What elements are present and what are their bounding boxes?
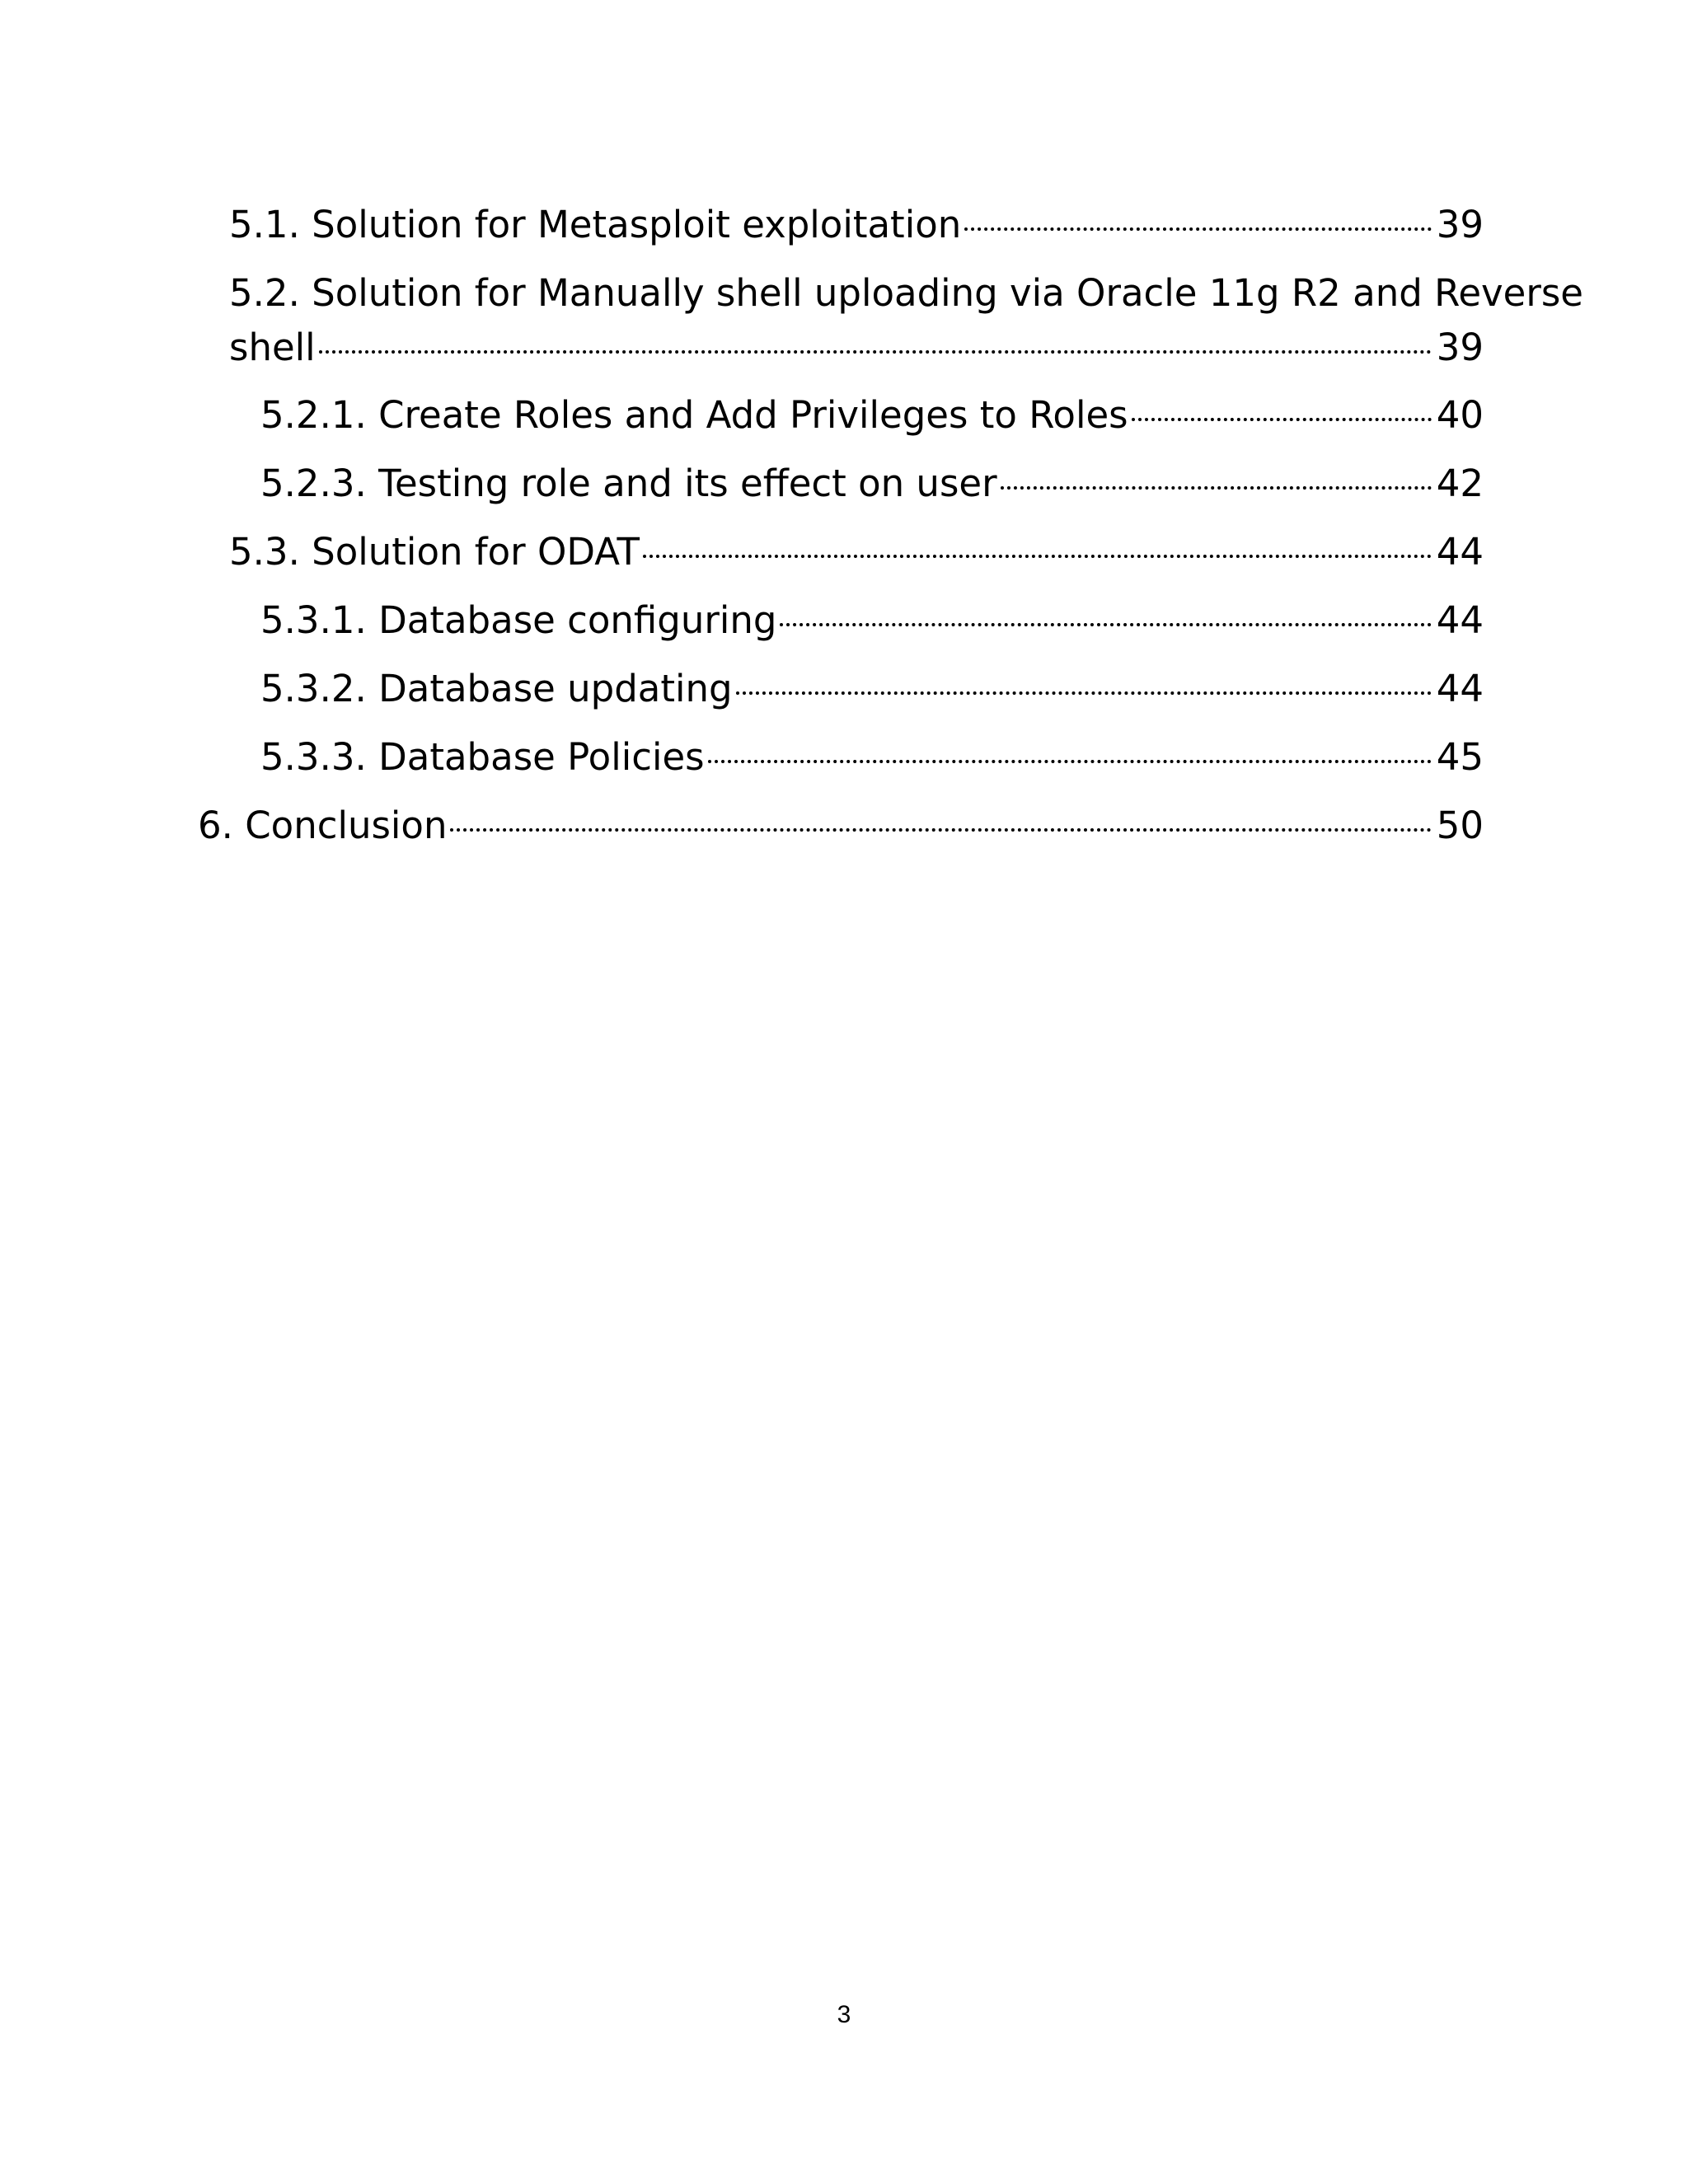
- toc-entry-title: 5.2.1. Create Roles and Add Privileges to Roles: [260, 393, 1128, 437]
- toc-entry-page: 39: [1436, 203, 1484, 246]
- dot-leader: [319, 350, 1432, 354]
- page-number: 3: [837, 2001, 851, 2028]
- toc-entry-5-3-2[interactable]: [260, 662, 1484, 716]
- toc-entry-title: 5.1. Solution for Metasploit exploitation: [229, 203, 962, 246]
- toc-entry-title: 5.2.3. Testing role and its effect on user: [260, 462, 997, 505]
- toc-entry-5-3[interactable]: [229, 525, 1484, 579]
- dot-leader: [780, 623, 1431, 626]
- toc-entry-page: 44: [1436, 530, 1484, 574]
- toc-entry-5-2-1[interactable]: [260, 388, 1484, 443]
- toc-entry-page: 50: [1436, 804, 1484, 847]
- dot-leader: [643, 555, 1432, 558]
- toc-entry-title-line1: 5.2. Solution for Manually shell uploading via Oracle 11g R2 and Reverse: [229, 271, 1583, 315]
- dot-leader: [708, 760, 1432, 763]
- toc-entry-title: 5.3.3. Database Policies: [260, 735, 705, 779]
- toc-entry-page: 45: [1436, 735, 1484, 779]
- dot-leader: [736, 691, 1432, 695]
- dot-leader: [450, 828, 1431, 832]
- toc-entry-5-2-3[interactable]: [260, 457, 1484, 511]
- toc-entry-page: 40: [1436, 393, 1484, 437]
- dot-leader: [1001, 486, 1432, 490]
- toc-entry-5-3-1[interactable]: [260, 593, 1484, 648]
- toc-entry-page: 44: [1436, 667, 1484, 710]
- toc-entry-page: 42: [1436, 462, 1484, 505]
- dot-leader: [964, 227, 1431, 231]
- toc-entry-5-2[interactable]: [229, 266, 1583, 375]
- toc-entry-5-3-3[interactable]: [260, 730, 1484, 785]
- toc-entry-title: 5.3. Solution for ODAT: [229, 530, 640, 574]
- toc-entry-title: 5.3.2. Database updating: [260, 667, 733, 710]
- toc-entry-6[interactable]: [198, 799, 1484, 853]
- toc-entry-page: 44: [1436, 598, 1484, 642]
- toc-entry-title-line2: shell: [229, 326, 316, 369]
- toc-entry-title: 6. Conclusion: [198, 804, 448, 847]
- dot-leader: [1132, 418, 1432, 421]
- toc-entry-5-1[interactable]: [229, 198, 1484, 252]
- toc-entry-page: 39: [1436, 326, 1484, 369]
- toc-entry-title: 5.3.1. Database configuring: [260, 598, 777, 642]
